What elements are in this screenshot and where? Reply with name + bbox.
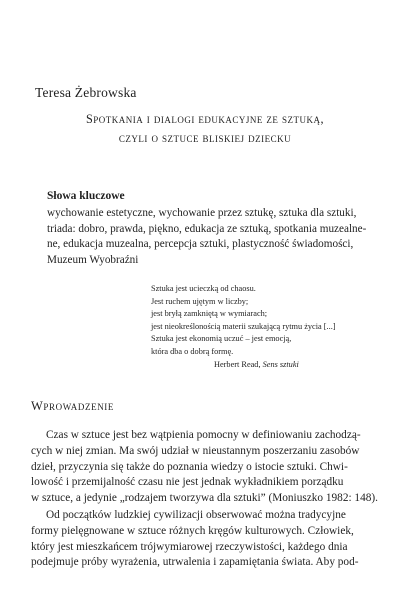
keywords-heading: Słowa kluczowe (47, 190, 125, 202)
epigraph (151, 283, 381, 371)
epigraph-line: jest bryłą zamkniętą w wymiarach; (151, 309, 268, 319)
epigraph-line: która dba o dobrą formę. (151, 346, 234, 356)
body-line: Od początków ludzkiej cywilizacji obserwować można tradycyjne (46, 508, 346, 521)
epigraph-line: Jest ruchem ujętym w liczby; (151, 296, 249, 306)
epigraph-attribution-author: Herbert Read, (214, 359, 261, 369)
epigraph-attribution (151, 359, 381, 372)
body-line: dzieł, przyczynia się także do poznania wiedzy o istocie sztuki. Chwi- (31, 460, 348, 473)
body-line: lowość i przemijalność czasu nie jest jednak wykładnikiem porządku (31, 476, 344, 489)
body-line: cych w niej zmian. Ma swój udział w nieustannym poszerzaniu zasobów (31, 444, 360, 457)
chapter-title (40, 110, 370, 148)
keywords-line: ne, edukacja muzealna, percepcja sztuki, plastyczność świadomości, (47, 238, 354, 251)
keywords-line: triada: dobro, prawda, piękno, edukacja ze sztuką, spotkania muzealne- (47, 222, 367, 235)
chapter-title-line: czyli o sztuce bliskiej dziecku (118, 131, 292, 145)
body-line: który jest mieszkańcem trójwymiarowej rzeczywistości, każdego dnia (31, 540, 348, 553)
author-name: Teresa Żebrowska (35, 85, 137, 100)
keywords-text (47, 206, 377, 268)
epigraph-line: Sztuka jest ekonomią uczuć – jest emocją, (151, 334, 292, 344)
section-heading: Wprowadzenie (31, 399, 114, 413)
body-text (31, 428, 377, 571)
body-line: Czas w sztuce jest bez wątpienia pomocny w definiowaniu zachodzą- (46, 429, 361, 441)
chapter-title-line: Spotkania i dialogi edukacyjne ze sztuką, (85, 112, 325, 126)
body-line: podejmuje próby wyrażenia, utrwalenia i zapamiętania świata. Aby pod- (31, 556, 359, 569)
body-line: w sztuce, a jedynie „rodzajem tworzywa dla sztuki” (Moniuszko 1982: 148). (31, 492, 378, 505)
epigraph-attribution-title: Sens sztuki (262, 359, 299, 369)
epigraph-line: jest nieokreślonością materii szukającą rytmu życia [...] (151, 321, 336, 331)
epigraph-line: Sztuka jest ucieczką od chaosu. (151, 284, 256, 293)
body-line: formy pielęgnowane w sztuce różnych kręgów kulturowych. Człowiek, (31, 524, 354, 537)
keywords-line: wychowanie estetyczne, wychowanie przez sztukę, sztuka dla sztuki, (47, 207, 357, 219)
keywords-line: Muzeum Wyobraźni (47, 253, 139, 266)
